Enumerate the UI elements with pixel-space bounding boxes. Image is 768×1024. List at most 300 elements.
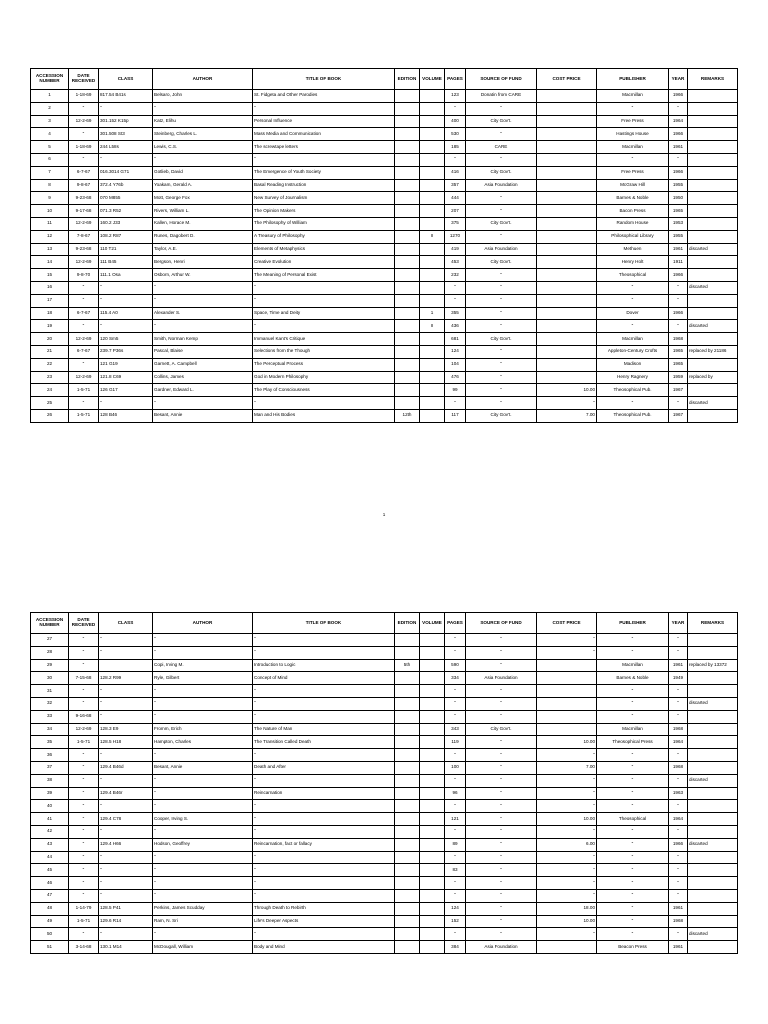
table-row bbox=[31, 371, 738, 384]
cell-year: " bbox=[669, 102, 688, 115]
cell-remarks: discarted bbox=[688, 281, 738, 294]
cell-edition bbox=[395, 813, 420, 826]
cell-pages: 416 bbox=[445, 166, 466, 179]
cell-publisher: Beacon Press bbox=[597, 941, 669, 954]
cell-year: " bbox=[669, 928, 688, 941]
table-row bbox=[31, 128, 738, 141]
cell-pages: 436 bbox=[445, 320, 466, 333]
cell-volume bbox=[420, 281, 445, 294]
cell-date-received: " bbox=[69, 281, 99, 294]
cell-publisher: " bbox=[597, 634, 669, 647]
cell-author: Perkins, James Scudday bbox=[153, 902, 253, 915]
cell-author: Smith, Norman Kemp bbox=[153, 333, 253, 346]
cell-date-received: 9-23-68 bbox=[69, 243, 99, 256]
cell-accession-number: 22 bbox=[31, 358, 69, 371]
cell-title-of-book: Through Death to Rebirth bbox=[253, 902, 395, 915]
cell-title-of-book: Introduction to Logic bbox=[253, 659, 395, 672]
cell-year: " bbox=[669, 697, 688, 710]
cell-date-received: " bbox=[69, 864, 99, 877]
cell-date-received: 12-2-69 bbox=[69, 256, 99, 269]
cell-cost-price bbox=[537, 659, 597, 672]
cell-publisher: " bbox=[597, 153, 669, 166]
cell-edition bbox=[395, 307, 420, 320]
cell-year: 1961 bbox=[669, 941, 688, 954]
cell-cost-price bbox=[537, 941, 597, 954]
cell-volume bbox=[420, 217, 445, 230]
cell-year: 1964 bbox=[669, 736, 688, 749]
cell-cost-price bbox=[537, 217, 597, 230]
cell-cost-price bbox=[537, 358, 597, 371]
cell-accession-number: 5 bbox=[31, 141, 69, 154]
cell-accession-number: 32 bbox=[31, 697, 69, 710]
table-row bbox=[31, 851, 738, 864]
cell-class: 120 Sm5 bbox=[99, 333, 153, 346]
column-header-accession-number: ACCESSION NUMBER bbox=[31, 69, 69, 90]
cell-edition bbox=[395, 672, 420, 685]
cell-author: Katz, Elihu bbox=[153, 115, 253, 128]
cell-author: " bbox=[153, 397, 253, 410]
cell-cost-price: 7.00 bbox=[537, 409, 597, 422]
cell-date-received: " bbox=[69, 813, 99, 826]
cell-accession-number: 29 bbox=[31, 659, 69, 672]
cell-volume bbox=[420, 659, 445, 672]
cell-year: 1911 bbox=[669, 256, 688, 269]
cell-pages: 104 bbox=[445, 358, 466, 371]
cell-edition bbox=[395, 736, 420, 749]
cell-date-received: " bbox=[69, 102, 99, 115]
cell-class: 071.3 R52 bbox=[99, 205, 153, 218]
cell-edition: 5th bbox=[395, 659, 420, 672]
cell-volume bbox=[420, 256, 445, 269]
cell-remarks bbox=[688, 141, 738, 154]
cell-date-received: 1-5-71 bbox=[69, 915, 99, 928]
cell-title-of-book: " bbox=[253, 889, 395, 902]
table-row bbox=[31, 838, 738, 851]
cell-publisher: " bbox=[597, 397, 669, 410]
cell-remarks bbox=[688, 646, 738, 659]
cell-date-received: " bbox=[69, 294, 99, 307]
cell-title-of-book: " bbox=[253, 800, 395, 813]
cell-year: 1967 bbox=[669, 409, 688, 422]
cell-class: 126 G17 bbox=[99, 384, 153, 397]
table-row bbox=[31, 205, 738, 218]
table-row bbox=[31, 723, 738, 736]
cell-edition bbox=[395, 115, 420, 128]
cell-source-of-fund: " bbox=[466, 864, 537, 877]
cell-edition bbox=[395, 384, 420, 397]
table-row bbox=[31, 634, 738, 647]
cell-author: Besant, Annie bbox=[153, 409, 253, 422]
cell-cost-price: " bbox=[537, 787, 597, 800]
cell-pages: 100 bbox=[445, 761, 466, 774]
cell-cost-price bbox=[537, 723, 597, 736]
cell-remarks bbox=[688, 889, 738, 902]
cell-source-of-fund: " bbox=[466, 697, 537, 710]
cell-source-of-fund: " bbox=[466, 902, 537, 915]
cell-author: Gardner, Edward L. bbox=[153, 384, 253, 397]
cell-pages: 384 bbox=[445, 941, 466, 954]
cell-year: " bbox=[669, 710, 688, 723]
cell-accession-number: 42 bbox=[31, 825, 69, 838]
cell-date-received: " bbox=[69, 358, 99, 371]
column-header-pages: PAGES bbox=[445, 613, 466, 634]
cell-accession-number: 45 bbox=[31, 864, 69, 877]
cell-author: " bbox=[153, 787, 253, 800]
cell-source-of-fund: " bbox=[466, 787, 537, 800]
cell-year: 1961 bbox=[669, 243, 688, 256]
cell-edition bbox=[395, 774, 420, 787]
cell-source-of-fund: " bbox=[466, 800, 537, 813]
cell-author: Yoakam, Gerald A. bbox=[153, 179, 253, 192]
cell-year: " bbox=[669, 397, 688, 410]
cell-edition bbox=[395, 710, 420, 723]
cell-publisher: " bbox=[597, 800, 669, 813]
cell-date-received: " bbox=[69, 825, 99, 838]
cell-edition bbox=[395, 281, 420, 294]
cell-publisher: Methuen bbox=[597, 243, 669, 256]
cell-title-of-book: " bbox=[253, 774, 395, 787]
cell-class: " bbox=[99, 774, 153, 787]
cell-author: Copi, Irving M. bbox=[153, 659, 253, 672]
cell-pages: 400 bbox=[445, 115, 466, 128]
cell-class: 128.5 H18 bbox=[99, 736, 153, 749]
cell-volume bbox=[420, 877, 445, 890]
cell-remarks bbox=[688, 710, 738, 723]
cell-accession-number: 20 bbox=[31, 333, 69, 346]
cell-pages: 89 bbox=[445, 838, 466, 851]
cell-accession-number: 1 bbox=[31, 90, 69, 103]
column-header-edition: EDITION bbox=[395, 69, 420, 90]
cell-title-of-book: Life's Deeper Aspects bbox=[253, 915, 395, 928]
cell-publisher: " bbox=[597, 902, 669, 915]
cell-pages: " bbox=[445, 281, 466, 294]
cell-edition bbox=[395, 294, 420, 307]
cell-remarks: discarted bbox=[688, 397, 738, 410]
table-row bbox=[31, 179, 738, 192]
cell-accession-number: 40 bbox=[31, 800, 69, 813]
cell-cost-price bbox=[537, 697, 597, 710]
table-row bbox=[31, 736, 738, 749]
cell-publisher: Theosophical bbox=[597, 813, 669, 826]
cell-class: 129.4 H66 bbox=[99, 838, 153, 851]
table-row bbox=[31, 115, 738, 128]
cell-accession-number: 4 bbox=[31, 128, 69, 141]
cell-accession-number: 11 bbox=[31, 217, 69, 230]
column-header-remarks: REMARKS bbox=[688, 69, 738, 90]
cell-date-received: 6-7-67 bbox=[69, 166, 99, 179]
cell-publisher: " bbox=[597, 646, 669, 659]
cell-source-of-fund: " bbox=[466, 192, 537, 205]
cell-edition bbox=[395, 825, 420, 838]
cell-date-received: " bbox=[69, 646, 99, 659]
cell-pages: 357 bbox=[445, 179, 466, 192]
cell-remarks bbox=[688, 761, 738, 774]
cell-cost-price: " bbox=[537, 877, 597, 890]
cell-date-received: 1-18-69 bbox=[69, 141, 99, 154]
cell-cost-price bbox=[537, 320, 597, 333]
cell-remarks bbox=[688, 634, 738, 647]
cell-class: 129.6 R14 bbox=[99, 915, 153, 928]
cell-pages: 117 bbox=[445, 409, 466, 422]
cell-date-received: " bbox=[69, 838, 99, 851]
cell-accession-number: 49 bbox=[31, 915, 69, 928]
cell-edition bbox=[395, 333, 420, 346]
cell-pages: " bbox=[445, 294, 466, 307]
cell-volume bbox=[420, 710, 445, 723]
cell-volume bbox=[420, 345, 445, 358]
cell-remarks bbox=[688, 384, 738, 397]
cell-source-of-fund: " bbox=[466, 889, 537, 902]
cell-volume bbox=[420, 736, 445, 749]
cell-remarks bbox=[688, 128, 738, 141]
cell-class: 070 M855 bbox=[99, 192, 153, 205]
table-row bbox=[31, 697, 738, 710]
cell-remarks: discarted bbox=[688, 320, 738, 333]
cell-title-of-book: " bbox=[253, 153, 395, 166]
cell-source-of-fund: " bbox=[466, 102, 537, 115]
cell-volume bbox=[420, 838, 445, 851]
cell-author: " bbox=[153, 774, 253, 787]
cell-remarks bbox=[688, 115, 738, 128]
cell-source-of-fund: " bbox=[466, 128, 537, 141]
table-row bbox=[31, 749, 738, 762]
cell-remarks: replaced by 13372 bbox=[688, 659, 738, 672]
cell-date-received: " bbox=[69, 128, 99, 141]
table-row bbox=[31, 384, 738, 397]
cell-class: 128 B46 bbox=[99, 409, 153, 422]
cell-volume bbox=[420, 646, 445, 659]
cell-volume bbox=[420, 634, 445, 647]
cell-date-received: 1-5-71 bbox=[69, 384, 99, 397]
cell-pages: 96 bbox=[445, 787, 466, 800]
cell-author: Mott, George Fox bbox=[153, 192, 253, 205]
cell-volume bbox=[420, 192, 445, 205]
cell-class: 244 L58s bbox=[99, 141, 153, 154]
cell-class: " bbox=[99, 320, 153, 333]
cell-author: Osborn, Arthur W. bbox=[153, 269, 253, 282]
cell-date-received: " bbox=[69, 397, 99, 410]
cell-date-received: 12-2-69 bbox=[69, 371, 99, 384]
table-row bbox=[31, 409, 738, 422]
cell-year: " bbox=[669, 281, 688, 294]
cell-cost-price bbox=[537, 102, 597, 115]
cell-title-of-book: Death and After bbox=[253, 761, 395, 774]
cell-title-of-book: The Emergence of Youth Society bbox=[253, 166, 395, 179]
cell-cost-price bbox=[537, 115, 597, 128]
cell-remarks bbox=[688, 941, 738, 954]
cell-title-of-book: God in Modern Philosophy bbox=[253, 371, 395, 384]
cell-source-of-fund: CARE bbox=[466, 141, 537, 154]
cell-author: Steinberg, Charles L. bbox=[153, 128, 253, 141]
cell-source-of-fund: Asia Foundation bbox=[466, 243, 537, 256]
cell-accession-number: 10 bbox=[31, 205, 69, 218]
column-header-cost-price: COST PRICE bbox=[537, 613, 597, 634]
cell-edition bbox=[395, 371, 420, 384]
cell-cost-price bbox=[537, 672, 597, 685]
cell-title-of-book: St. Fidgeta and Other Parodies bbox=[253, 90, 395, 103]
cell-author: Lewis, C.S. bbox=[153, 141, 253, 154]
cell-volume bbox=[420, 397, 445, 410]
cell-publisher: " bbox=[597, 710, 669, 723]
cell-class: " bbox=[99, 153, 153, 166]
cell-source-of-fund: " bbox=[466, 877, 537, 890]
cell-class: 160.2 J33 bbox=[99, 217, 153, 230]
cell-remarks: discarted bbox=[688, 928, 738, 941]
cell-publisher: " bbox=[597, 864, 669, 877]
cell-edition bbox=[395, 761, 420, 774]
cell-date-received: " bbox=[69, 634, 99, 647]
cell-author: " bbox=[153, 294, 253, 307]
cell-pages: " bbox=[445, 774, 466, 787]
cell-pages: " bbox=[445, 685, 466, 698]
cell-volume bbox=[420, 749, 445, 762]
cell-year: 1966 bbox=[669, 269, 688, 282]
cell-edition bbox=[395, 800, 420, 813]
cell-cost-price: 18.00 bbox=[537, 902, 597, 915]
cell-source-of-fund: City Gov't. bbox=[466, 333, 537, 346]
cell-accession-number: 38 bbox=[31, 774, 69, 787]
table-row bbox=[31, 774, 738, 787]
column-header-date-received: DATE RECEIVED bbox=[69, 613, 99, 634]
cell-date-received: 9-16-68 bbox=[69, 710, 99, 723]
table-row bbox=[31, 141, 738, 154]
cell-publisher: " bbox=[597, 787, 669, 800]
cell-remarks bbox=[688, 877, 738, 890]
cell-cost-price bbox=[537, 205, 597, 218]
cell-title-of-book: Selections from the Though bbox=[253, 345, 395, 358]
cell-pages: 119 bbox=[445, 736, 466, 749]
cell-year: 1963 bbox=[669, 787, 688, 800]
cell-publisher: Free Press bbox=[597, 115, 669, 128]
cell-remarks bbox=[688, 153, 738, 166]
cell-volume bbox=[420, 915, 445, 928]
cell-volume bbox=[420, 928, 445, 941]
cell-author: " bbox=[153, 320, 253, 333]
cell-cost-price bbox=[537, 294, 597, 307]
cell-volume bbox=[420, 774, 445, 787]
cell-class bbox=[99, 659, 153, 672]
cell-volume bbox=[420, 384, 445, 397]
cell-volume bbox=[420, 825, 445, 838]
cell-class: 301.508 St3 bbox=[99, 128, 153, 141]
cell-cost-price: " bbox=[537, 634, 597, 647]
column-header-class: CLASS bbox=[99, 613, 153, 634]
header-row bbox=[31, 69, 738, 90]
cell-accession-number: 43 bbox=[31, 838, 69, 851]
cell-remarks: replaced by 21186 bbox=[688, 345, 738, 358]
cell-cost-price bbox=[537, 179, 597, 192]
cell-title-of-book: The screwtape letters bbox=[253, 141, 395, 154]
cell-source-of-fund: " bbox=[466, 761, 537, 774]
column-header-year: YEAR bbox=[669, 613, 688, 634]
cell-edition bbox=[395, 864, 420, 877]
cell-year: 1966 bbox=[669, 166, 688, 179]
cell-author: " bbox=[153, 281, 253, 294]
cell-cost-price bbox=[537, 153, 597, 166]
table-row bbox=[31, 358, 738, 371]
cell-accession-number: 3 bbox=[31, 115, 69, 128]
cell-class: 108.2 R87 bbox=[99, 230, 153, 243]
cell-accession-number: 33 bbox=[31, 710, 69, 723]
cell-edition bbox=[395, 915, 420, 928]
cell-volume: 1 bbox=[420, 307, 445, 320]
cell-pages: " bbox=[445, 749, 466, 762]
cell-volume bbox=[420, 269, 445, 282]
cell-cost-price: " bbox=[537, 749, 597, 762]
cell-date-received: " bbox=[69, 697, 99, 710]
cell-accession-number: 6 bbox=[31, 153, 69, 166]
cell-pages: 681 bbox=[445, 333, 466, 346]
cell-volume bbox=[420, 697, 445, 710]
cell-date-received: 7-15-68 bbox=[69, 672, 99, 685]
cell-cost-price bbox=[537, 685, 597, 698]
cell-source-of-fund: City Gov't. bbox=[466, 217, 537, 230]
cell-edition bbox=[395, 179, 420, 192]
cell-volume: II bbox=[420, 230, 445, 243]
cell-author: Belsaro, John bbox=[153, 90, 253, 103]
cell-remarks bbox=[688, 749, 738, 762]
cell-source-of-fund: City Gov't. bbox=[466, 115, 537, 128]
cell-date-received: 7-8-67 bbox=[69, 230, 99, 243]
cell-title-of-book: " bbox=[253, 294, 395, 307]
cell-year: 1949 bbox=[669, 672, 688, 685]
cell-source-of-fund: " bbox=[466, 384, 537, 397]
cell-source-of-fund: " bbox=[466, 294, 537, 307]
cell-class: " bbox=[99, 889, 153, 902]
cell-accession-number: 21 bbox=[31, 345, 69, 358]
cell-class: 129.4 B46r bbox=[99, 787, 153, 800]
cell-remarks bbox=[688, 179, 738, 192]
cell-volume bbox=[420, 941, 445, 954]
cell-author: Hampton, Charles bbox=[153, 736, 253, 749]
cell-edition bbox=[395, 877, 420, 890]
cell-edition bbox=[395, 851, 420, 864]
cell-pages: 99 bbox=[445, 384, 466, 397]
cell-year: " bbox=[669, 685, 688, 698]
cell-year: 1965 bbox=[669, 358, 688, 371]
cell-year: " bbox=[669, 774, 688, 787]
cell-edition bbox=[395, 102, 420, 115]
cell-author: Ryle, Gilbert bbox=[153, 672, 253, 685]
cell-cost-price: 7.00 bbox=[537, 761, 597, 774]
cell-source-of-fund: " bbox=[466, 646, 537, 659]
cell-title-of-book: Concept of Mind bbox=[253, 672, 395, 685]
cell-edition bbox=[395, 320, 420, 333]
cell-author: McDougall, William bbox=[153, 941, 253, 954]
table-row bbox=[31, 166, 738, 179]
table-row bbox=[31, 928, 738, 941]
cell-accession-number: 19 bbox=[31, 320, 69, 333]
cell-author: " bbox=[153, 800, 253, 813]
cell-author: " bbox=[153, 877, 253, 890]
cell-volume bbox=[420, 787, 445, 800]
cell-pages: " bbox=[445, 634, 466, 647]
cell-remarks bbox=[688, 307, 738, 320]
cell-cost-price bbox=[537, 269, 597, 282]
cell-title-of-book: " bbox=[253, 813, 395, 826]
cell-pages: 334 bbox=[445, 672, 466, 685]
cell-publisher: Macmillan bbox=[597, 141, 669, 154]
cell-edition bbox=[395, 397, 420, 410]
cell-pages: " bbox=[445, 153, 466, 166]
cell-class: " bbox=[99, 877, 153, 890]
cell-title-of-book: Space, Time and Deity bbox=[253, 307, 395, 320]
cell-source-of-fund: " bbox=[466, 634, 537, 647]
cell-title-of-book: The Opinion Makers bbox=[253, 205, 395, 218]
cell-class: 239.7 P36s bbox=[99, 345, 153, 358]
cell-year: 1953 bbox=[669, 217, 688, 230]
cell-year: 1961 bbox=[669, 659, 688, 672]
